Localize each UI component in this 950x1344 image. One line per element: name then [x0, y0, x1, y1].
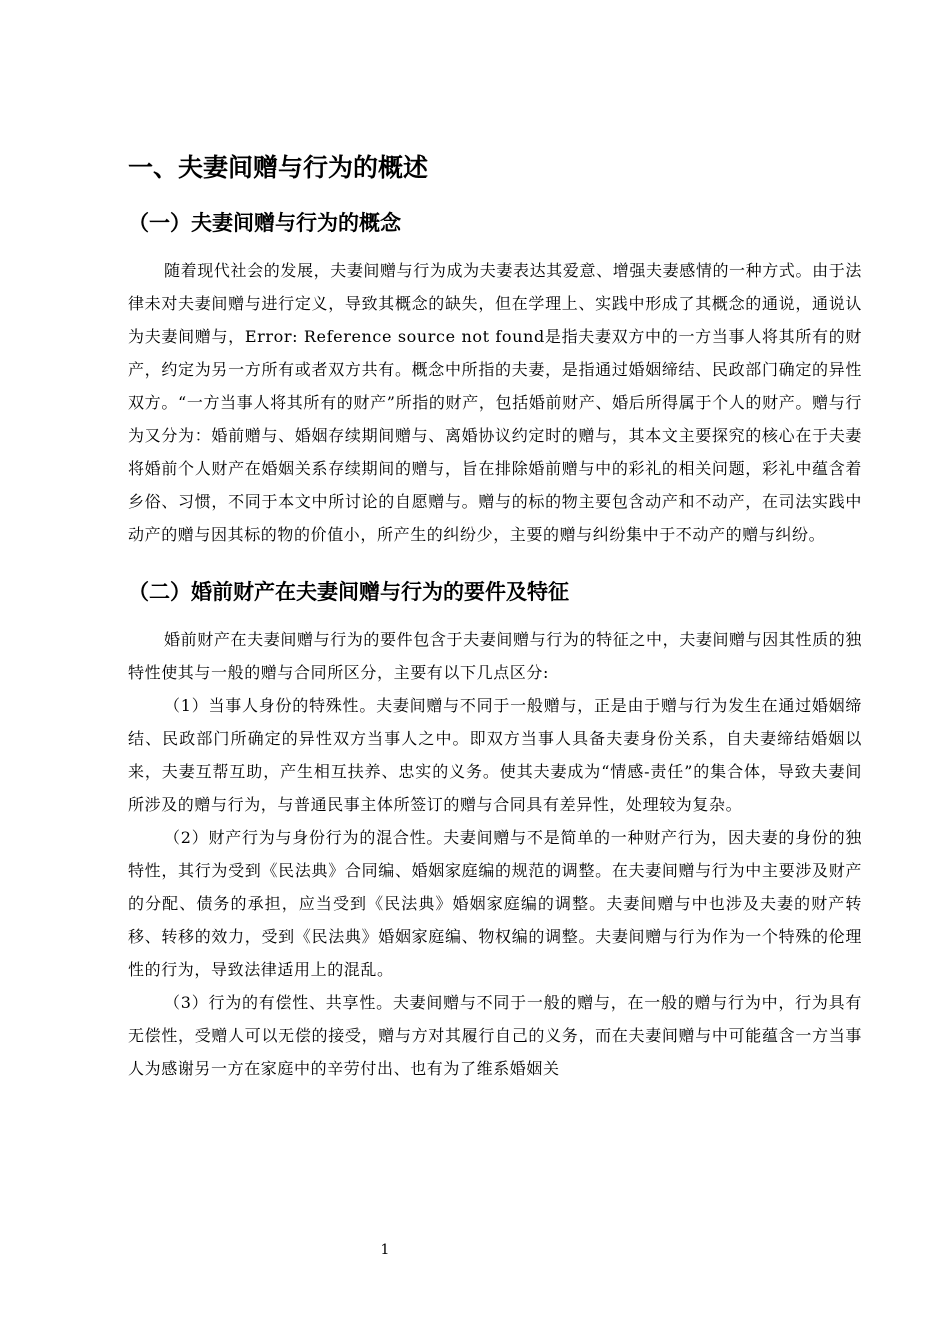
page-number: 1 [380, 1242, 390, 1258]
document-body [128, 150, 862, 1085]
paragraph-concept: 随着现代社会的发展，夫妻间赠与行为成为夫妻表达其爱意、增强夫妻感情的一种方式。由于法律未对夫妻间赠与进行定义，导致其概念的缺失，但在学理上、实践中形成了其概念的通说，通说认为夫妻间赠与，Error: Reference source not found是指夫妻双方中的一方当事人将其所有的财产，约定为另一方所有或者双方共有。概念中所指的夫妻，是指通过婚姻缔结、民政部门确定的异性双方。“一方当事人将其所有的财产”所指的财产，包括婚前财产、婚后所得属于个人的财产。赠与行为又分为：婚前赠与、婚姻存续期间赠与、离婚协议约定时的赠与，其本文主要探究的核心在于夫妻将婚前个人财产在婚姻关系存续期间的赠与，旨在排除婚前赠与中的彩礼的相关问题，彩礼中蕴含着乡俗、习惯，不同于本文中所讨论的自愿赠与。赠与的标的物主要包含动产和不动产，在司法实践中动产的赠与因其标的物的价值小，所产生的纠纷少，主要的赠与纠纷集中于不动产的赠与纠纷。 [128, 261, 862, 544]
paragraph-item-1: （1）当事人身份的特殊性。夫妻间赠与不同于一般赠与，正是由于赠与行为发生在通过婚姻缔结、民政部门所确定的异性双方当事人之中。即双方当事人具备夫妻身份关系，自夫妻缔结婚姻以来，夫妻互帮互助，产生相互扶养、忠实的义务。使其夫妻成为“情感-责任”的集合体，导致夫妻间所涉及的赠与行为，与普通民事主体所签订的赠与合同具有差异性，处理较为复杂。 [128, 696, 862, 814]
paragraph-elements-intro: 婚前财产在夫妻间赠与行为的要件包含于夫妻间赠与行为的特征之中，夫妻间赠与因其性质的独特性使其与一般的赠与合同所区分，主要有以下几点区分: [128, 630, 862, 682]
paragraph-item-2: （2）财产行为与身份行为的混合性。夫妻间赠与不是简单的一种财产行为，因夫妻的身份的独特性，其行为受到《民法典》合同编、婚姻家庭编的规范的调整。在夫妻间赠与行为中主要涉及财产的分配、债务的承担，应当受到《民法典》婚姻家庭编的调整。夫妻间赠与中也涉及夫妻的财产转移、转移的效力，受到《民法典》婚姻家庭编、物权编的调整。夫妻间赠与行为作为一个特殊的伦理性的行为，导致法律适用上的混乱。 [128, 828, 862, 979]
section-heading-concept: （一）夫妻间赠与行为的概念 [128, 211, 401, 235]
paragraph-item-3: （3）行为的有偿性、共享性。夫妻间赠与不同于一般的赠与，在一般的赠与行为中，行为具有无偿性，受赠人可以无偿的接受，赠与方对其履行自己的义务，而在夫妻间赠与中可能蕴含一方当事人为感谢另一方在家庭中的辛劳付出、也有为了维系婚姻关 [128, 993, 862, 1078]
chapter-heading: 一、夫妻间赠与行为的概述 [128, 153, 429, 182]
section-heading-elements: （二）婚前财产在夫妻间赠与行为的要件及特征 [128, 580, 569, 604]
